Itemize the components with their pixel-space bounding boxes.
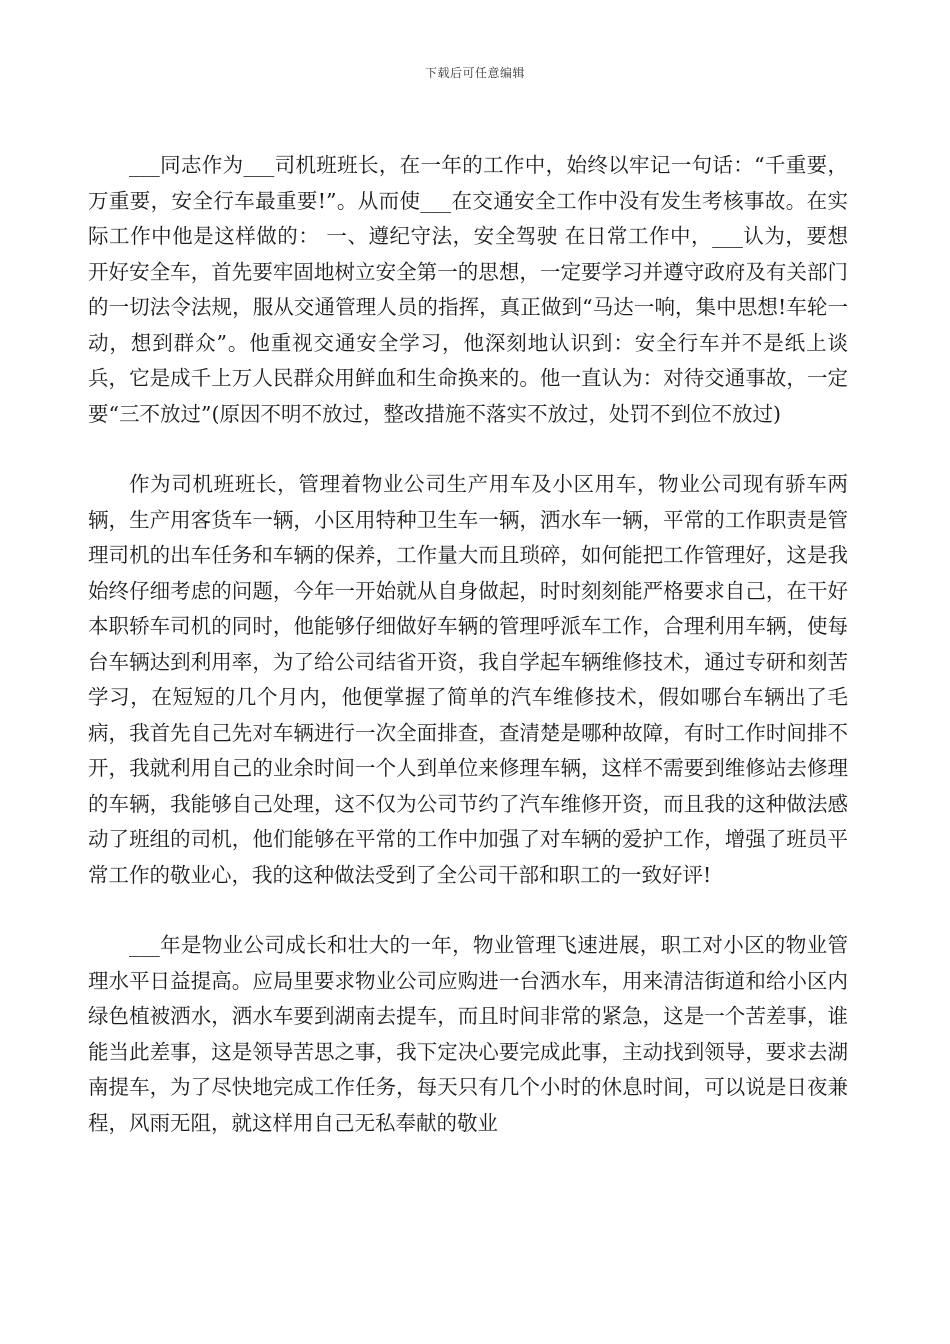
header-note: 下载后可任意编辑 [424, 66, 525, 80]
document-body [88, 148, 848, 1141]
paragraph-2: 作为司机班班长，管理着物业公司生产用车及小区用车，物业公司现有骄车两辆，生产用客货车一辆，小区用特种卫生车一辆，洒水车一辆，平常的工作职责是管理司机的出车任务和车辆的保养，工作量大而且琐碎，如何能把工作管理好，这是我始终仔细考虑的问题，今年一开始就从自身做起，时时刻刻能严格要求自己，在干好本职轿车司机的同时，他能够仔细做好车辆的管理呼派车工作，合理利用车辆，使每台车辆达到利用率，为了给公司结省开资，我自学起车辆维修技术，通过专研和刻苦学习，在短短的几个月内，他便掌握了简单的汽车维修技术，假如哪台车辆出了毛病，我首先自己先对车辆进行一次全面排查，查清楚是哪种故障，有时工作时间排不开，我就利用自己的业余时间一个人到单位来修理车辆，这样不需要到维修站去修理的车辆，我能够自己处理，这不仅为公司节约了汽车维修开资，而且我的这种做法感动了班组的司机，他们能够在平常的工作中加强了对车辆的爱护工作，增强了班员平常工作的敬业心，我的这种做法受到了全公司干部和职工的一致好评! [88, 472, 848, 887]
paragraph-1: ___同志作为___司机班班长，在一年的工作中，始终以牢记一句话：“千重要，万重要，安全行车最重要!”。从而使___在交通安全工作中没有发生考核事故。在实际工作中他是这样做的： 一、遵纪守法，安全驾驶 在日常工作中，___认为，要想开好安全车，首先要牢固地树立安全第一的思想，一定要学习并遵守政府及有关部门的一切法令法规，服从交通管理人员的指挥，真正做到“马达一响，集中思想!车轮一动，想到群众”。他重视交通安全学习，他深刻地认识到：安全行车并不是纸上谈兵，它是成千上万人民群众用鲜血和生命换来的。他一直认为：对待交通事故，一定要“三不放过”(原因不明不放过，整改措施不落实不放过，处罚不到位不放过) [88, 153, 848, 426]
paragraph-3: ___年是物业公司成长和壮大的一年，物业管理飞速进展，职工对小区的物业管理水平日益提高。应局里要求物业公司应购进一台洒水车，用来清洁街道和给小区内绿色植被洒水，洒水车要到湖南去提车，而且时间非常的紧急，这是一个苦差事，谁能当此差事，这是领导苦思之事，我下定决心要完成此事，主动找到领导，要求去湖南提车，为了尽快地完成工作任务，每天只有几个小时的休息时间，可以说是日夜兼程，风雨无阻，就这样用自己无私奉献的敬业 [88, 933, 848, 1135]
